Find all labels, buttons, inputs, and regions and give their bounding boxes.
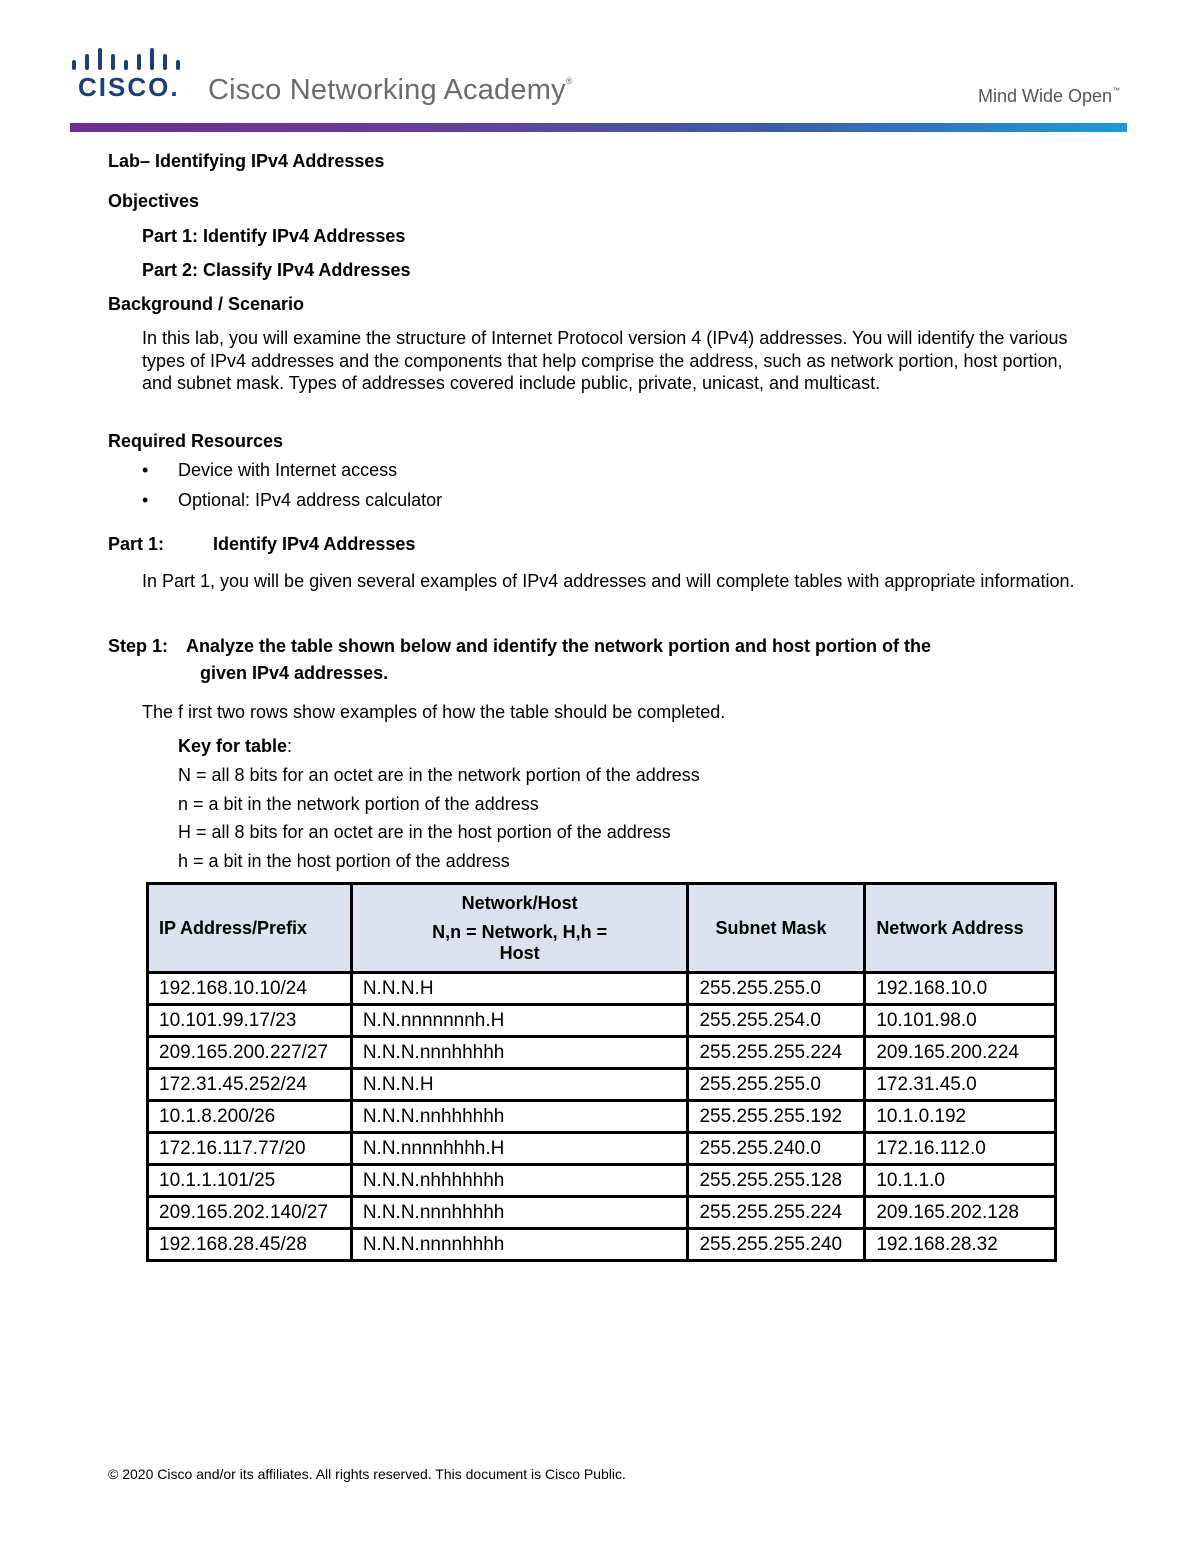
table-row bbox=[148, 1229, 1056, 1261]
key-heading: Key for table: bbox=[178, 736, 293, 756]
cell-subnet-mask: 255.255.255.224 bbox=[688, 1197, 865, 1229]
cell-network-host: N.N.N.nnhhhhhh bbox=[351, 1101, 688, 1133]
resource-item: • Device with Internet access bbox=[142, 460, 398, 480]
cell-network-host: N.N.N.H bbox=[351, 973, 688, 1005]
table-row bbox=[148, 1197, 1056, 1229]
cell-network-host: N.N.nnnnhhhh.H bbox=[351, 1133, 688, 1165]
cell-network-address: 192.168.10.0 bbox=[865, 973, 1056, 1005]
cell-network-address: 209.165.202.128 bbox=[865, 1197, 1056, 1229]
cell-network-host: N.N.N.nnnhhhhh bbox=[351, 1197, 688, 1229]
cell-ip: 192.168.28.45/28 bbox=[148, 1229, 352, 1261]
table-row bbox=[148, 1165, 1056, 1197]
cell-network-host: N.N.N.nhhhhhhh bbox=[351, 1165, 688, 1197]
cell-network-address: 172.31.45.0 bbox=[865, 1069, 1056, 1101]
first-rows-note: The f irst two rows show examples of how the table should be completed. bbox=[142, 702, 726, 722]
cell-subnet-mask: 255.255.254.0 bbox=[688, 1005, 865, 1037]
cell-network-address: 172.16.112.0 bbox=[865, 1133, 1056, 1165]
objective-part2: Part 2: Classify IPv4 Addresses bbox=[142, 260, 411, 280]
part1-title: Identify IPv4 Addresses bbox=[213, 534, 416, 554]
table-row bbox=[148, 1069, 1056, 1101]
table-row bbox=[148, 1005, 1056, 1037]
table-row bbox=[148, 973, 1056, 1005]
cell-ip: 10.1.1.101/25 bbox=[148, 1165, 352, 1197]
cell-subnet-mask: 255.255.255.224 bbox=[688, 1037, 865, 1069]
cell-network-address: 192.168.28.32 bbox=[865, 1229, 1056, 1261]
cell-subnet-mask: 255.255.255.0 bbox=[688, 973, 865, 1005]
brand-bar bbox=[70, 123, 1127, 132]
key-line: h = a bit in the host portion of the address bbox=[178, 851, 510, 871]
step1-line2: given IPv4 addresses. bbox=[200, 663, 389, 683]
step1-label: Step 1: bbox=[108, 636, 169, 656]
cisco-bars-icon bbox=[70, 44, 180, 74]
cell-ip: 10.1.8.200/26 bbox=[148, 1101, 352, 1133]
cell-network-host: N.N.N.nnnnhhhh bbox=[351, 1229, 688, 1261]
cell-ip: 172.31.45.252/24 bbox=[148, 1069, 352, 1101]
academy-title: Cisco Networking Academy® bbox=[208, 74, 573, 106]
header-network-address: Network Address bbox=[865, 884, 1056, 973]
cell-ip: 209.165.200.227/27 bbox=[148, 1037, 352, 1069]
resources-heading: Required Resources bbox=[108, 431, 284, 451]
ipv4-table bbox=[146, 882, 1057, 1262]
header-subnet-mask: Subnet Mask bbox=[688, 884, 865, 973]
cell-network-host: N.N.nnnnnnnh.H bbox=[351, 1005, 688, 1037]
key-line: n = a bit in the network portion of the address bbox=[178, 794, 539, 814]
cell-network-address: 10.1.1.0 bbox=[865, 1165, 1056, 1197]
cell-network-address: 209.165.200.224 bbox=[865, 1037, 1056, 1069]
header-network-host: Network/Host N,n = Network, H,h = Host bbox=[351, 884, 688, 973]
cell-ip: 192.168.10.10/24 bbox=[148, 973, 352, 1005]
table-row bbox=[148, 1101, 1056, 1133]
key-line: H = all 8 bits for an octet are in the host portion of the address bbox=[178, 822, 671, 842]
background-heading: Background / Scenario bbox=[108, 294, 305, 314]
background-text: In this lab, you will examine the structure of Internet Protocol version 4 (IPv4) addresses. You will identify the various types of IPv4 addresses and the components that help comprise the address, such as network portion, host portion, and subnet mask. Types of addresses covered include public, private, unicast, and multicast. bbox=[142, 328, 1068, 393]
lab-title: Lab– Identifying IPv4 Addresses bbox=[108, 151, 385, 171]
part1-text: In Part 1, you will be given several examples of IPv4 addresses and will complete tables with appropriate information. bbox=[142, 571, 1075, 591]
cell-network-host: N.N.N.H bbox=[351, 1069, 688, 1101]
cisco-logo bbox=[70, 44, 200, 104]
cisco-wordmark: CISCO. bbox=[78, 72, 180, 102]
cell-subnet-mask: 255.255.240.0 bbox=[688, 1133, 865, 1165]
cell-network-address: 10.1.0.192 bbox=[865, 1101, 1056, 1133]
cell-network-host: N.N.N.nnnhhhhh bbox=[351, 1037, 688, 1069]
part1-label: Part 1: bbox=[108, 534, 165, 554]
cell-network-address: 10.101.98.0 bbox=[865, 1005, 1056, 1037]
footer-copyright: © 2020 Cisco and/or its affiliates. All rights reserved. This document is Cisco Public. bbox=[108, 1466, 626, 1482]
cell-subnet-mask: 255.255.255.128 bbox=[688, 1165, 865, 1197]
cell-ip: 10.101.99.17/23 bbox=[148, 1005, 352, 1037]
cell-subnet-mask: 255.255.255.192 bbox=[688, 1101, 865, 1133]
cell-ip: 209.165.202.140/27 bbox=[148, 1197, 352, 1229]
cell-subnet-mask: 255.255.255.0 bbox=[688, 1069, 865, 1101]
resource-item: • Optional: IPv4 address calculator bbox=[142, 490, 443, 510]
key-line: N = all 8 bits for an octet are in the network portion of the address bbox=[178, 765, 700, 785]
header-ip: IP Address/Prefix bbox=[148, 884, 352, 973]
objective-part1: Part 1: Identify IPv4 Addresses bbox=[142, 226, 406, 246]
table-row bbox=[148, 1133, 1056, 1165]
tagline: Mind Wide Open™ bbox=[978, 86, 1121, 106]
step1-line1: Analyze the table shown below and identify the network portion and host portion of the bbox=[186, 636, 932, 656]
table-header-row bbox=[148, 884, 1056, 973]
table-row bbox=[148, 1037, 1056, 1069]
objectives-heading: Objectives bbox=[108, 191, 200, 211]
cell-ip: 172.16.117.77/20 bbox=[148, 1133, 352, 1165]
cell-subnet-mask: 255.255.255.240 bbox=[688, 1229, 865, 1261]
